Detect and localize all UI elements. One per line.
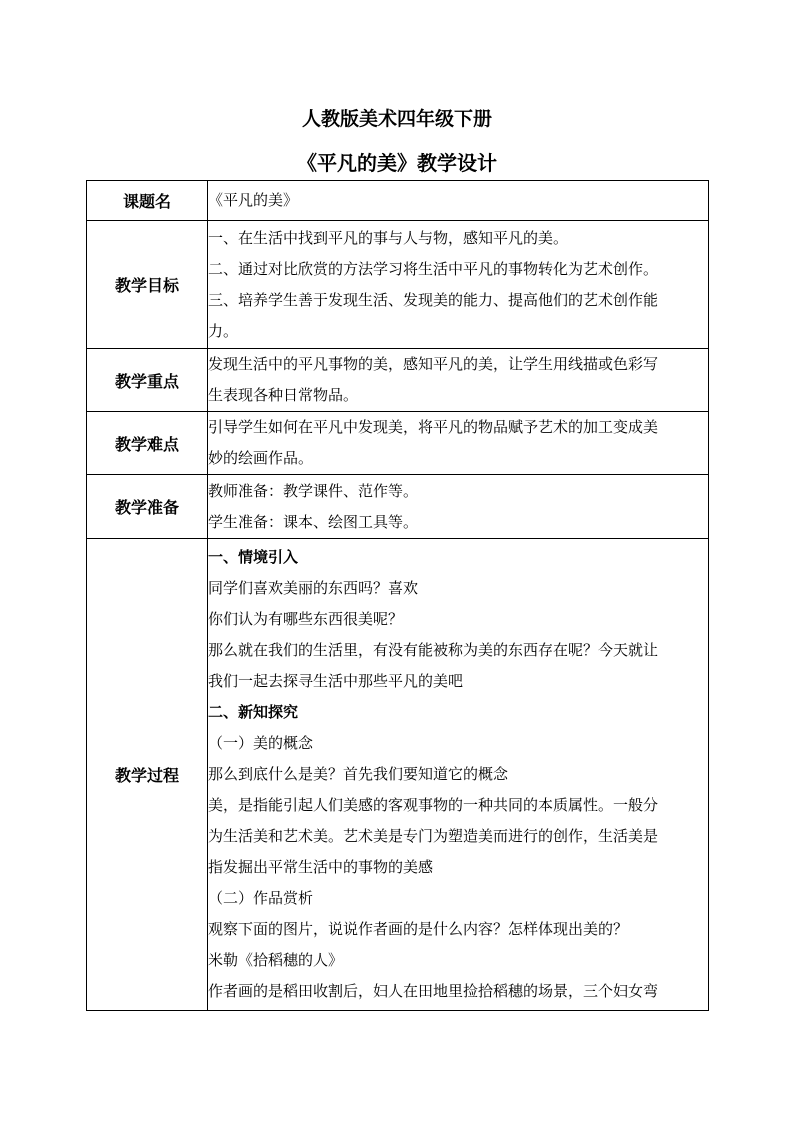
row-content: [208, 221, 709, 349]
content-line: 你们认为有哪些东西很美呢？: [208, 610, 404, 628]
content-line: （一）美的概念: [208, 734, 314, 752]
row-content: [208, 349, 709, 412]
content-line: 《平凡的美》: [208, 191, 299, 209]
document-subtitle: 《平凡的美》教学设计: [297, 151, 497, 175]
section-heading: 二、新知探究: [208, 703, 299, 721]
content-line: 同学们喜欢美丽的东西吗？喜欢: [208, 579, 419, 597]
content-line: 生表现各种日常物品。: [208, 386, 359, 404]
row-content: [208, 181, 709, 221]
content-line: （二）作品赏析: [208, 889, 314, 907]
row-label: 教学过程: [87, 539, 208, 1011]
table-row: [87, 412, 709, 475]
table-row: [87, 221, 709, 349]
content-line: 引导学生如何在平凡中发现美，将平凡的物品赋予艺术的加工变成美: [208, 418, 659, 436]
content-line: 那么到底什么是美？首先我们要知道它的概念: [208, 765, 509, 783]
row-content: [208, 539, 709, 1011]
row-label: 教学难点: [87, 412, 208, 475]
content-line: 力。: [208, 321, 239, 340]
content-line: 教师准备：教学课件、范作等。: [208, 481, 419, 500]
row-label: 教学目标: [87, 221, 208, 349]
section-heading: 一、情境引入: [208, 548, 299, 566]
row-content: [208, 412, 709, 475]
content-line: 学生准备：课本、绘图工具等。: [208, 512, 419, 531]
content-line: 为生活美和艺术美。艺术美是专门为塑造美而进行的创作，生活美是: [208, 827, 659, 845]
content-line: 二、通过对比欣赏的方法学习将生活中平凡的事物转化为艺术创作。: [208, 259, 659, 278]
content-line: 作者画的是稻田收割后，妇人在田地里捡拾稻穗的场景，三个妇女弯: [208, 982, 659, 1000]
content-line: 妙的绘画作品。: [208, 449, 314, 467]
row-content: [208, 475, 709, 539]
content-line: 那么就在我们的生活里，有没有能被称为美的东西存在呢？今天就让: [208, 641, 659, 659]
document-title: 人教版美术四年级下册: [301, 108, 492, 130]
content-line: 指发掘出平常生活中的事物的美感: [208, 858, 434, 876]
table-row: [87, 475, 709, 539]
row-label: 教学准备: [87, 475, 208, 539]
content-line: 我们一起去探寻生活中那些平凡的美吧: [208, 672, 464, 690]
content-line: 三、培养学生善于发现生活、发现美的能力、提高他们的艺术创作能: [208, 290, 659, 309]
lesson-plan-table: [86, 180, 709, 1011]
content-line: 观察下面的图片，说说作者画的是什么内容？怎样体现出美的？: [208, 920, 629, 938]
row-label: 教学重点: [87, 349, 208, 412]
content-line: 美，是指能引起人们美感的客观事物的一种共同的本质属性。一般分: [208, 796, 659, 814]
content-line: 发现生活中的平凡事物的美，感知平凡的美，让学生用线描或色彩写: [208, 355, 659, 373]
table-row: [87, 539, 709, 1011]
table-row: [87, 181, 709, 221]
table-row: [87, 349, 709, 412]
content-line: 一、在生活中找到平凡的事与人与物，感知平凡的美。: [208, 228, 569, 247]
row-label: 课题名: [87, 181, 208, 221]
content-line: 米勒《拾稻穗的人》: [208, 951, 344, 969]
